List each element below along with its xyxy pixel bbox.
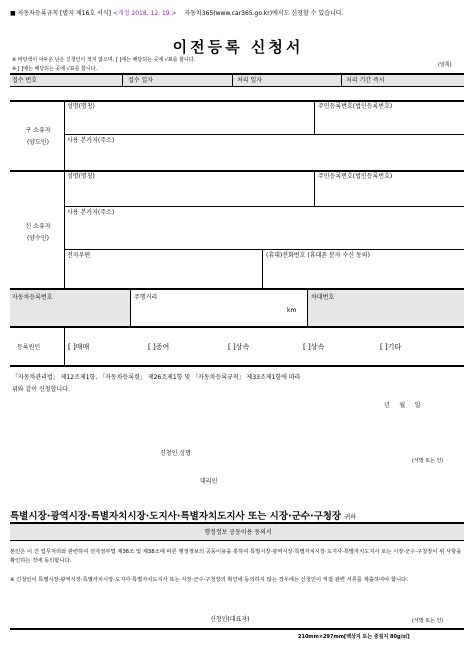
applicant-signature[interactable]: (서명 또는 인) [412,458,444,464]
online-notice: 자동차365(www.car365.go.kr)에서도 신청할 수 있습니다. [184,10,344,17]
transferor-address-label: 사용 본거지(주소) [67,137,115,144]
vin-label: 차대번호 [311,294,335,301]
cause-other-checkbox[interactable]: [ ]기타 [380,343,402,351]
transferee-email-field[interactable] [70,263,258,281]
form-header [10,10,466,17]
processing-period-label: 처리 기간 즉시 [346,77,385,84]
instruction-line-1: ※ 바탕색이 어두운 난은 신청인이 적지 않으며, [ ]에는 해당되는 곳에 √표를 합니다. [12,57,196,63]
instruction-line-2: ※ [ ]에는 해당되는 곳에 √표를 합니다. [12,66,98,72]
recipient-office [10,508,356,522]
vehicle-reg-label: 자동차등록번호 [12,294,53,301]
mileage-unit: km [287,307,297,314]
processed-date-label: 처리 일자 [237,77,263,84]
statement-line-2: 위와 같이 신청합니다. [12,386,70,393]
cause-inheritance-2-checkbox[interactable]: [ ]상속 [303,343,325,351]
transferee-id-field[interactable] [318,186,458,200]
cause-inheritance-checkbox[interactable]: [ ]상속 [228,343,250,351]
transferor-id-field[interactable] [318,116,458,128]
transferor-label-text: 구 소유자 [25,127,51,134]
transferor-name-label: 성명(명칭) [67,103,95,110]
consent-note-2: ※ 신청인이 특별시장·광역시장·특별자치시장·도지사·특별자치도지사 또는 시장·군수·구청장의 확인에 동의하지 않는 경우에는 신청인이 직접 관련 서류를 제출하여야 합니다. [10,577,408,583]
cause-gift-checkbox[interactable]: [ ]증여 [148,343,170,351]
receipt-no-label: 접수 번호 [12,77,38,84]
recipient-office-name: 특별시장·광역시장·특별자치시장·도지사·특별자치도지사 또는 시장·군수·구청장 [10,511,342,522]
transferee-label-sub: (양수인) [26,235,50,242]
form-reference: ■ 자동차등록규칙 [별지 제16호 서식] [10,10,111,17]
mileage-label: 주행거리 [134,294,158,301]
transferee-name-field[interactable] [70,186,310,200]
transferor-label-sub: (양도인) [26,139,50,146]
proxy-label: 대리인 [200,478,218,485]
amendment-date: <개정 2018. 12. 19.> [112,10,177,17]
transferee-id-label: 주민등록번호(법인등록번호) [318,173,393,180]
transferee-name-label: 성명(명칭) [67,173,95,180]
statement-line-1: 「자동차관리법」 제12조제1항, 「자동차등록령」 제26조제1항 및 「자동차등록규칙」 제33조제1항에 따라 [12,374,301,381]
applicant-name-label: 신청인 성명 [160,450,191,457]
application-date: 년 월 일 [384,402,421,409]
transferee-address-field[interactable] [70,222,458,242]
transferee-phone-label: (휴대)전화번호 (휴대폰 문자 수신 동의) [266,252,370,259]
transferee-address-label: 사용 본거지(주소) [67,209,115,216]
consent-note-1: 본인은 이 건 업무처리와 관련하여 전자정부법 제36조 및 제38조에 따른 행정정보의 공동이용을 통하여 특별시장·광역시장·특별자치시장·도지사·특별자치도지사 또는 시장·군수·구청장이 위 사항을 확인하는 것에 동의합니다. [10,549,462,564]
transferor-id-label: 주민등록번호(법인등록번호) [318,103,393,110]
paper-spec: 210mm×297mm[백상지 또는 중질지 80g/㎡] [298,634,410,640]
receipt-date-label: 접수 일자 [128,77,154,84]
consent-title: 행정정보 공동이용 동의서 [204,529,272,536]
form-title: 이전등록 신청서 [172,38,304,56]
mileage-field[interactable] [134,304,284,320]
transferor-name-field[interactable] [70,116,310,128]
consent-signature[interactable]: (서명 또는 인) [412,618,444,624]
page-side: (앞쪽) [438,62,452,68]
transferor-address-field[interactable] [70,148,458,164]
transferee-label [17,223,59,242]
consent-applicant-label: 신청인(대표자) [210,616,250,623]
transferee-phone-field[interactable] [266,263,458,281]
transferee-email-label: 전자우편 [67,252,91,259]
transferor-label [17,127,59,146]
cause-label: 등록원인 [17,344,41,351]
cause-sale-checkbox[interactable]: [ ]매매 [68,343,90,351]
recipient-suffix: 귀하 [344,514,357,521]
transferee-label-text: 신 소유자 [25,223,51,230]
